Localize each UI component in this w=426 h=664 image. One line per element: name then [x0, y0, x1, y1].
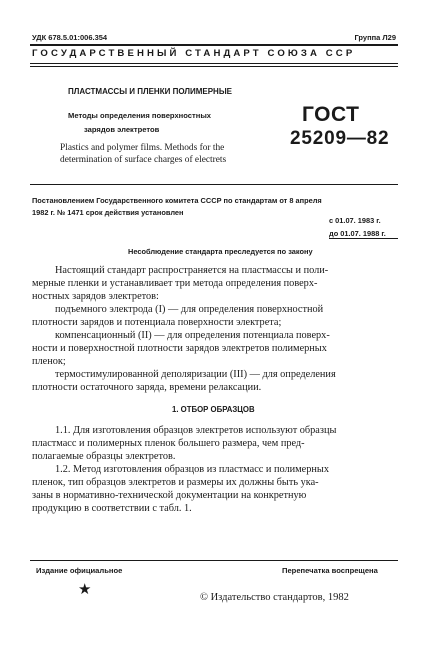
udk-code: УДК 678.5.01:006.354 [32, 33, 108, 42]
intro-line: компенсационный (II) — для определения потенциала поверх- [55, 330, 330, 341]
section-line: продукцию в соответствии с табл. 1. [32, 503, 192, 514]
reprint-prohibited: Перепечатка воспрещена [282, 566, 378, 575]
title-sub-1: Методы определения поверхностных [68, 111, 212, 120]
section-line: полагаемые образцы электретов. [32, 451, 176, 462]
section-line: 1.2. Метод изготовления образцов из пластмасс и полимерных [55, 464, 329, 475]
intro-line: ностных зарядов электретов: [32, 291, 159, 302]
decree-line-2: 1982 г. № 1471 срок действия установлен [32, 208, 184, 217]
top-rule [30, 44, 398, 46]
publisher-copyright: © Издательство стандартов, 1982 [200, 592, 349, 603]
gost-label: ГОСТ [302, 103, 360, 126]
decree-line-1: Постановлением Государственного комитета СССР по стандартам от 8 апреля [32, 196, 322, 205]
intro-line: мерные пленки и устанавливает три метода определения поверх- [32, 278, 318, 289]
intro-line: подъемного электрода (I) — для определения поверхностной [55, 304, 324, 315]
intro-line: Настоящий стандарт распространяется на пластмассы и поли- [55, 265, 329, 276]
intro-line: плотности зарядов и потенциала поверхности электрета; [32, 317, 282, 328]
section-line: пленок, тип образцов электретов и размеры их должны быть ука- [32, 477, 319, 488]
header-rule-bottom [30, 63, 398, 64]
footer-rule [30, 560, 398, 561]
section-line: заны в нормативно-технической документации на конкретную [32, 490, 307, 501]
section-title: 1. ОТБОР ОБРАЗЦОВ [172, 405, 255, 414]
star-icon: ★ [78, 580, 92, 598]
gost-number: 25209—82 [290, 128, 390, 149]
title-rule [30, 184, 398, 185]
title-en-2: determination of surface charges of electrets [60, 155, 227, 165]
title-en-1: Plastics and polymer films. Methods for the [60, 143, 225, 153]
date-from: с 01.07. 1983 г. [329, 216, 381, 225]
standard-line: ГОСУДАРСТВЕННЫЙ СТАНДАРТ СОЮЗА ССР [32, 48, 356, 59]
title-sub-2: зарядов электретов [84, 125, 160, 134]
date-to: до 01.07. 1988 г. [329, 229, 386, 238]
header-rule-bottom-thin [30, 66, 398, 67]
group-code: Группа Л29 [354, 33, 396, 42]
official-edition: Издание официальное [36, 566, 123, 575]
intro-line: пленок; [32, 356, 66, 367]
intro-line: плотности остаточного заряда, времени релаксации. [32, 382, 262, 393]
date-underline [329, 238, 398, 239]
section-line: пластмасс и полимерных пленок большего размера, чем пред- [32, 438, 305, 449]
section-line: 1.1. Для изготовления образцов электретов используют образцы [55, 425, 337, 436]
intro-line: ности и поверхностной плотности зарядов электретов полимерных [32, 343, 327, 354]
intro-line: термостимулированной деполяризации (III) — для определения [55, 369, 336, 380]
title-main: ПЛАСТМАССЫ И ПЛЕНКИ ПОЛИМЕРНЫЕ [68, 87, 232, 96]
law-notice: Несоблюдение стандарта преследуется по закону [128, 247, 313, 256]
